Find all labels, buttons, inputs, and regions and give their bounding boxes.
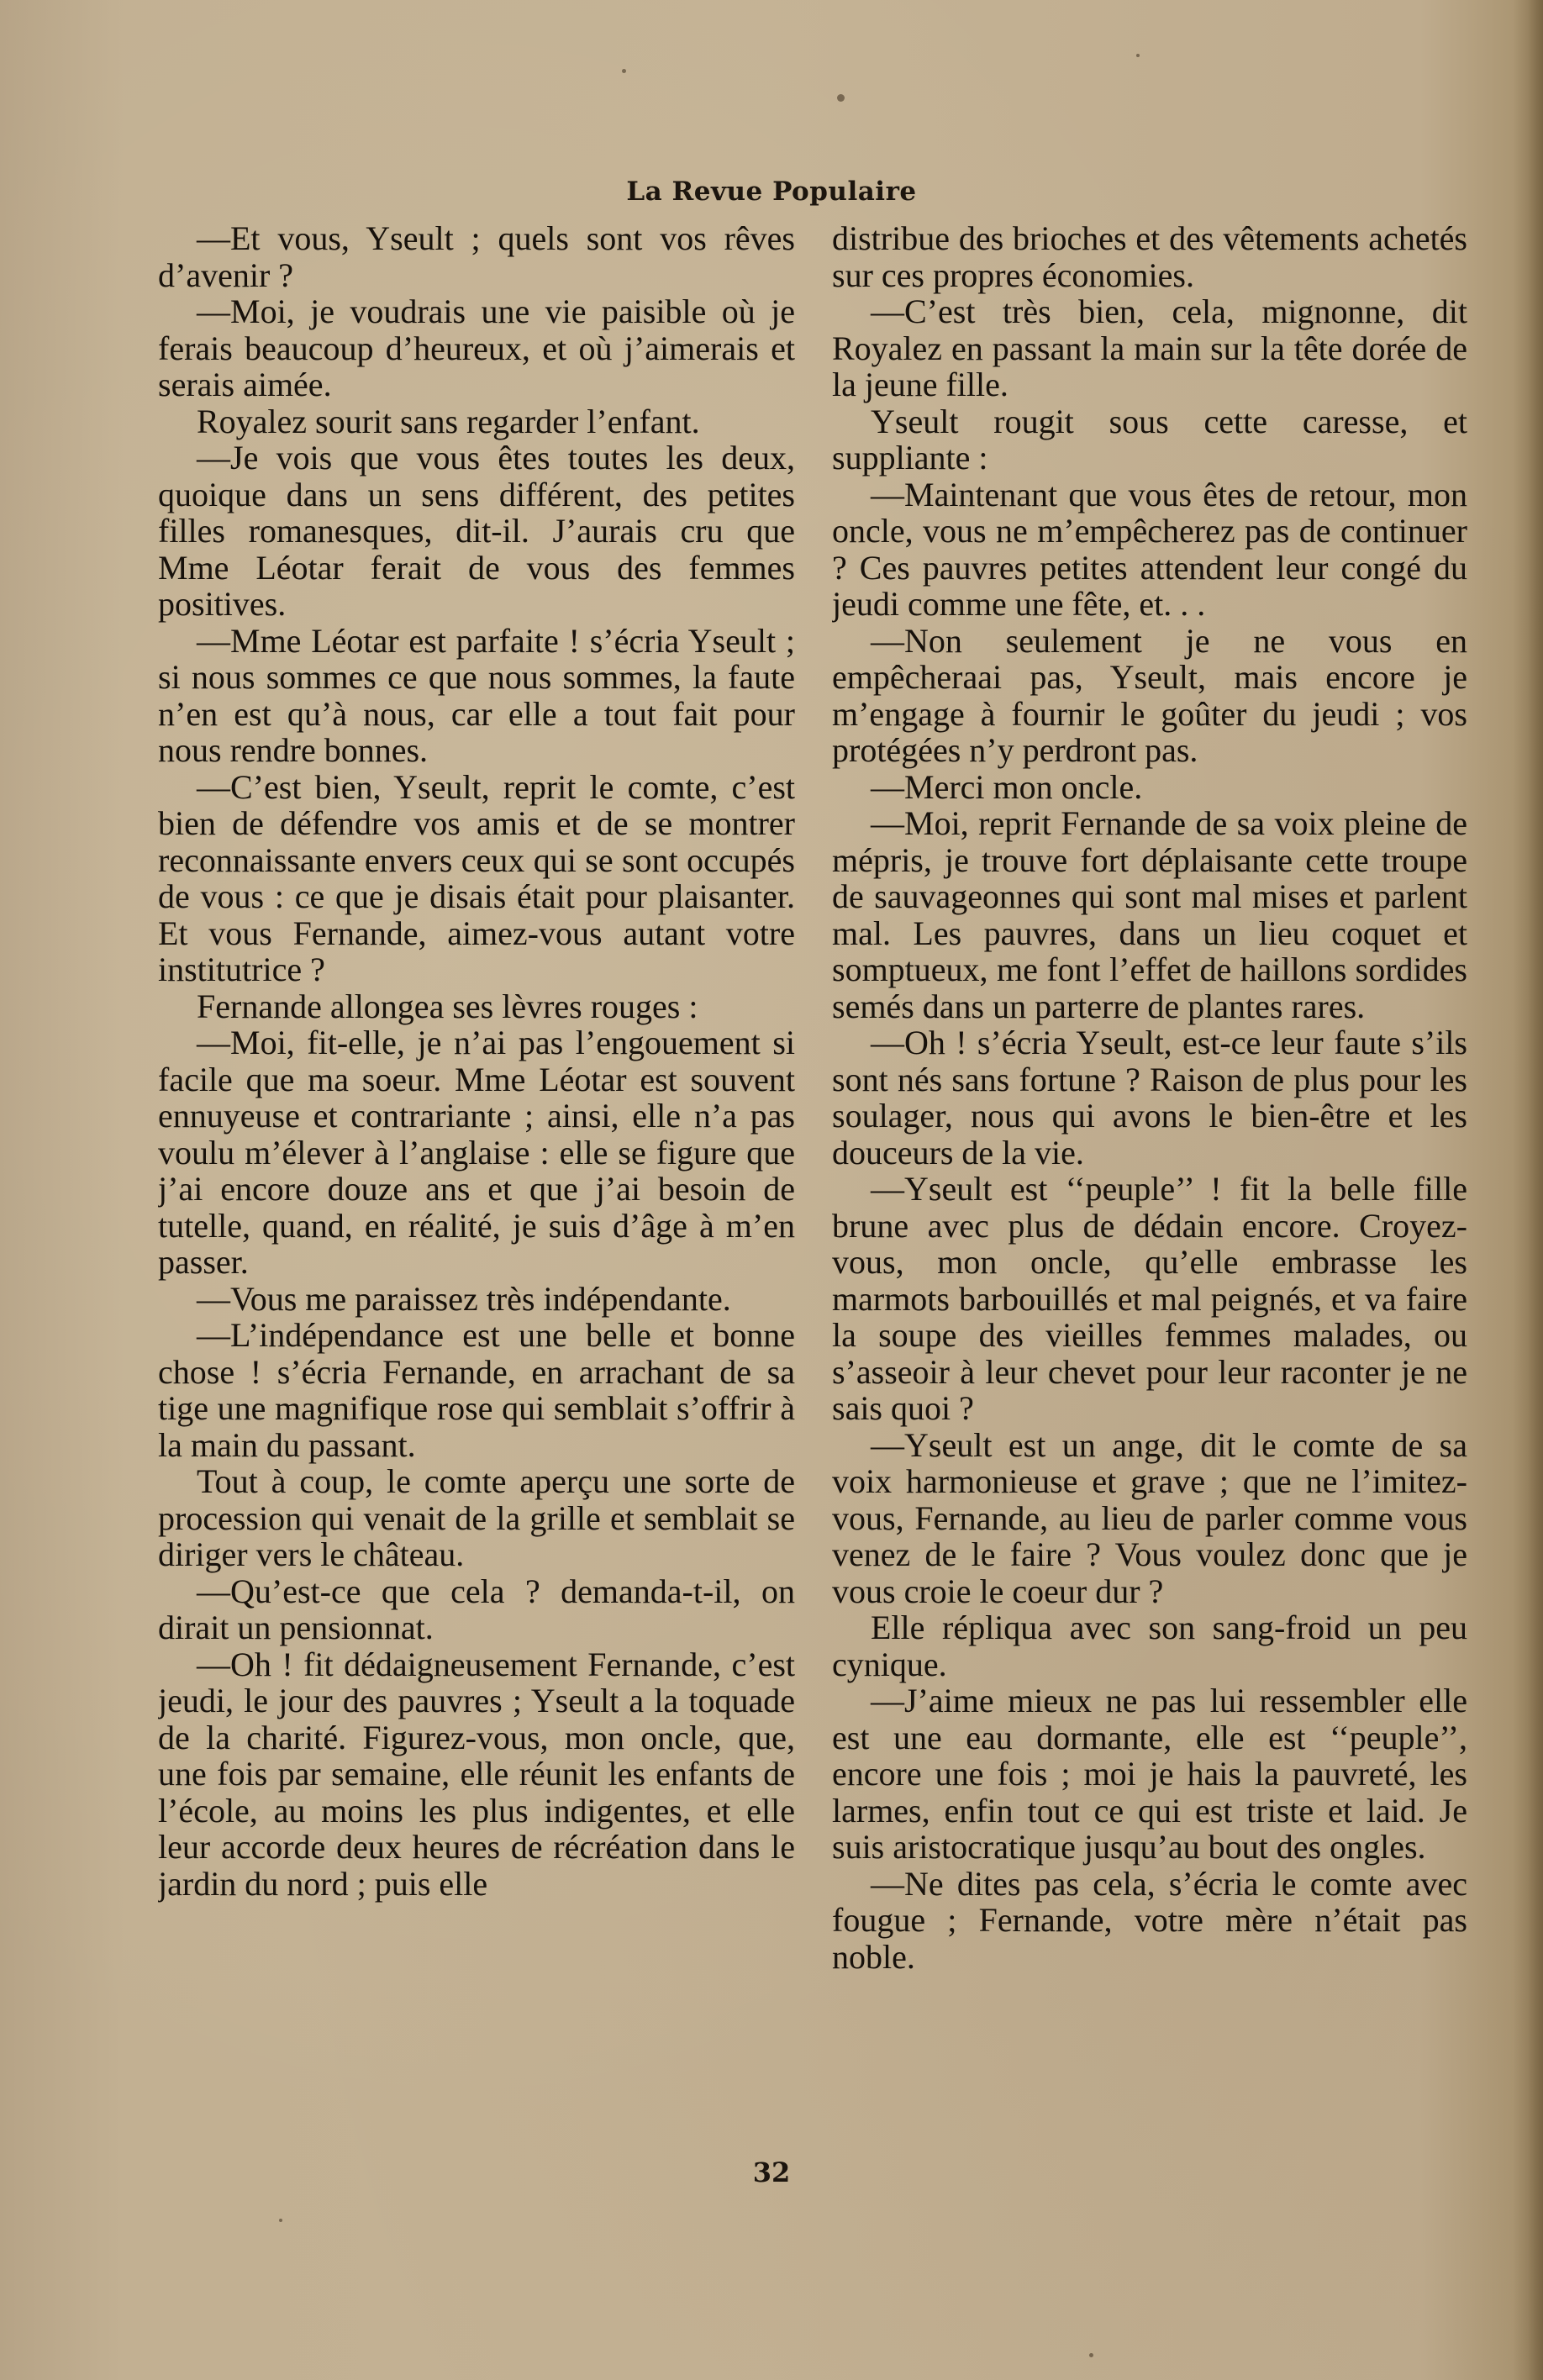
paragraph: —Oh ! s’écria Yseult, est-ce leur faute s’ils sont nés sans fortune ? Raison de plus pour les soulager, nous qui avons le bien-être et les douceurs de la vie.: [832, 1024, 1467, 1172]
paragraph: —Vous me paraissez très indépendante.: [197, 1279, 731, 1318]
page-edge-shadow: [1513, 0, 1543, 2380]
left-text-column: [158, 220, 795, 2153]
running-header: La Revue Populaire: [626, 176, 917, 207]
paragraph: —Moi, reprit Fernande de sa voix pleine de mépris, je trouve fort déplaisante cette troupe de sauvageonnes qui sont mal mises et parlent mal. Les pauvres, dans un lieu coquet et somptueux, me font l’effet de haillons sordides semés dans un parterre de plantes rares.: [832, 804, 1467, 1025]
paragraph: —Et vous, Yseult ; quels sont vos rêves d’avenir ?: [158, 220, 795, 294]
paragraph: Tout à coup, le comte aperçu une sorte de procession qui venait de la grille et semblait se diriger vers le château.: [158, 1462, 795, 1573]
paragraph: —Moi, fit-elle, je n’ai pas l’engouement si facile que ma soeur. Mme Léotar est souvent ennuyeuse et contrariante ; ainsi, elle n’a pas voulu m’élever à l’anglaise : elle se figure que j’ai encore douze ans et que j’ai besoin de tutelle, quand, en réalité, je suis d’âge à m’en passer.: [158, 1024, 795, 1281]
paragraph: —Qu’est-ce que cela ? demanda-t-il, on dirait un pensionnat.: [158, 1572, 795, 1646]
paragraph: —C’est très bien, cela, mignonne, dit Royalez en passant la main sur la tête dorée de la jeune fille.: [832, 292, 1467, 403]
paragraph: —C’est bien, Yseult, reprit le comte, c’est bien de défendre vos amis et de se montrer reconnaissante envers ceux qui se sont occupés de vous : ce que je disais était pour plaisanter. Et vous Fernande, aimez-vous autant votre institutrice ?: [158, 767, 795, 988]
paper-speck: [837, 94, 845, 102]
paragraph: Fernande allongea ses lèvres rouges :: [197, 987, 698, 1025]
paragraph: —J’aime mieux ne pas lui ressembler elle est une eau dormante, elle est ‘‘peuple’’, encore une fois ; moi je hais la pauvreté, les larmes, enfin tout ce qui est triste et laid. Je suis aristocratique jusqu’au bout des ongles.: [832, 1682, 1467, 1866]
paragraph: —Mme Léotar est parfaite ! s’écria Yseult ; si nous sommes ce que nous sommes, la faute n’en est qu’à nous, car elle a tout fait pour nous rendre bonnes.: [158, 621, 795, 769]
paragraph: —Merci mon oncle.: [871, 767, 1143, 806]
paragraph: —Non seulement je ne vous en empêcheraai pas, Yseult, mais encore je m’engage à fournir le goûter du jeudi ; vos protégées n’y perdront pas.: [832, 621, 1467, 769]
paragraph-continued: distribue des brioches et des vêtements achetés sur ces propres économies.: [832, 220, 1467, 294]
paper-speck: [279, 2219, 282, 2222]
paper-speck: [622, 69, 626, 73]
paragraph: —Je vois que vous êtes toutes les deux, quoique dans un sens différent, des petites filles romanesques, dit-il. J’aurais cru que Mme Léotar ferait de vous des femmes positives.: [158, 439, 795, 623]
paragraph: —Yseult est un ange, dit le comte de sa voix harmonieuse et grave ; que ne l’imitez-vous, Fernande, au lieu de parler comme vous venez de le faire ? Vous voulez donc que je vous croie le coeur dur ?: [832, 1425, 1467, 1610]
paragraph: —L’indépendance est une belle et bonne chose ! s’écria Fernande, en arrachant de sa tige une magnifique rose qui semblait s’offrir à la main du passant.: [158, 1316, 795, 1464]
paragraph: —Ne dites pas cela, s’écria le comte avec fougue ; Fernande, votre mère n’était pas noble.: [832, 1864, 1467, 1976]
paragraph: Royalez sourit sans regarder l’enfant.: [197, 402, 700, 440]
paper-speck: [1136, 54, 1140, 57]
right-text-column: [832, 220, 1467, 2153]
paragraph: —Maintenant que vous êtes de retour, mon oncle, vous ne m’empêcherez pas de continuer ? Ces pauvres petites attendent leur congé du jeudi comme une fête, et. . .: [832, 475, 1467, 623]
paragraph: —Moi, je voudrais une vie paisible où je ferais beaucoup d’heureux, et où j’aimerais et serais aimée.: [158, 292, 795, 403]
paragraph: —Oh ! fit dédaigneusement Fernande, c’est jeudi, le jour des pauvres ; Yseult a la toquade de la charité. Figurez-vous, mon oncle, que, une fois par semaine, elle réunit les enfants de l’école, au moins les plus indigentes, et elle leur accorde deux heures de récréation dans le jardin du nord ; puis elle: [158, 1645, 795, 1903]
page-number: 32: [752, 2156, 791, 2188]
paragraph: Yseult rougit sous cette caresse, et suppliante :: [832, 402, 1467, 477]
paragraph: —Yseult est ‘‘peuple’’ ! fit la belle fille brune avec plus de dédain encore. Croyez-vous, mon oncle, qu’elle embrasse les marmots barbouillés et mal peignés, et va faire la soupe des vieilles femmes malades, ou s’asseoir à leur chevet pour leur raconter je ne sais quoi ?: [832, 1170, 1467, 1427]
paper-speck: [1089, 2353, 1093, 2357]
paragraph: Elle répliqua avec son sang-froid un peu cynique.: [832, 1609, 1467, 1683]
